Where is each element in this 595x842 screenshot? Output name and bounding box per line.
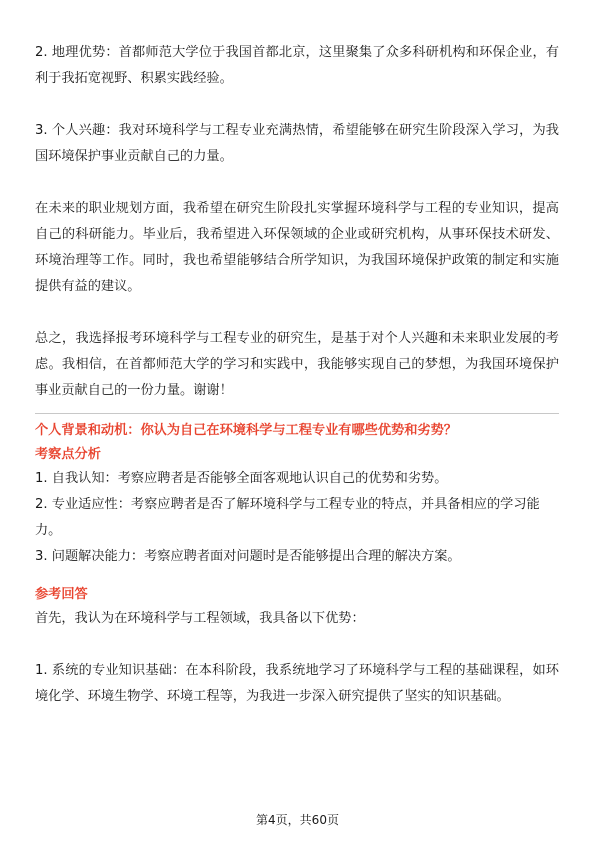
analysis-item-adaptability: 2. 专业适应性：考察应聘者是否了解环境科学与工程专业的特点，并具备相应的学习能力。 xyxy=(35,497,540,538)
paragraph-conclusion: 总之，我选择报考环境科学与工程专业的研究生，是基于对个人兴趣和未来职业发展的考虑。我相信，在首都师范大学的学习和实践中，我能够实现自己的梦想，为我国环境保护事业贡献自己的一份力量。谢谢！ xyxy=(35,331,559,398)
paragraph-geographic-advantage: 2. 地理优势：首都师范大学位于我国首都北京，这里聚集了众多科研机构和环保企业，有利于我拓宽视野、积累实践经验。 xyxy=(35,45,559,86)
paragraph-personal-interest: 3. 个人兴趣：我对环境科学与工程专业充满热情，希望能够在研究生阶段深入学习，为我国环境保护事业贡献自己的力量。 xyxy=(35,123,559,164)
answer-point-knowledge-base: 1. 系统的专业知识基础：在本科阶段，我系统地学习了环境科学与工程的基础课程，如环境化学、环境生物学、环境工程等，为我进一步深入研究提供了坚实的知识基础。 xyxy=(35,663,559,704)
answer-intro: 首先，我认为在环境科学与工程领域，我具备以下优势： xyxy=(35,611,365,626)
interview-question: 个人背景和动机：你认为自己在环境科学与工程专业有哪些优势和劣势？ xyxy=(35,423,457,438)
answer-heading: 参考回答 xyxy=(35,587,88,602)
analysis-heading: 考察点分析 xyxy=(35,447,101,462)
paragraph-career-plan: 在未来的职业规划方面，我希望在研究生阶段扎实掌握环境科学与工程的专业知识，提高自己的科研能力。毕业后，我希望进入环保领域的企业或研究机构，从事环保技术研发、环境治理等工作。同时，我也希望能够结合所学知识，为我国环境保护政策的制定和实施提供有益的建议。 xyxy=(35,201,559,294)
page-number-footer: 第4页，共60页 xyxy=(256,813,339,827)
document-page xyxy=(35,40,559,710)
analysis-item-problem-solving: 3. 问题解决能力：考察应聘者面对问题时是否能够提出合理的解决方案。 xyxy=(35,549,461,564)
analysis-item-self-awareness: 1. 自我认知：考察应聘者是否能够全面客观地认识自己的优势和劣势。 xyxy=(35,471,448,486)
section-divider xyxy=(35,413,559,414)
